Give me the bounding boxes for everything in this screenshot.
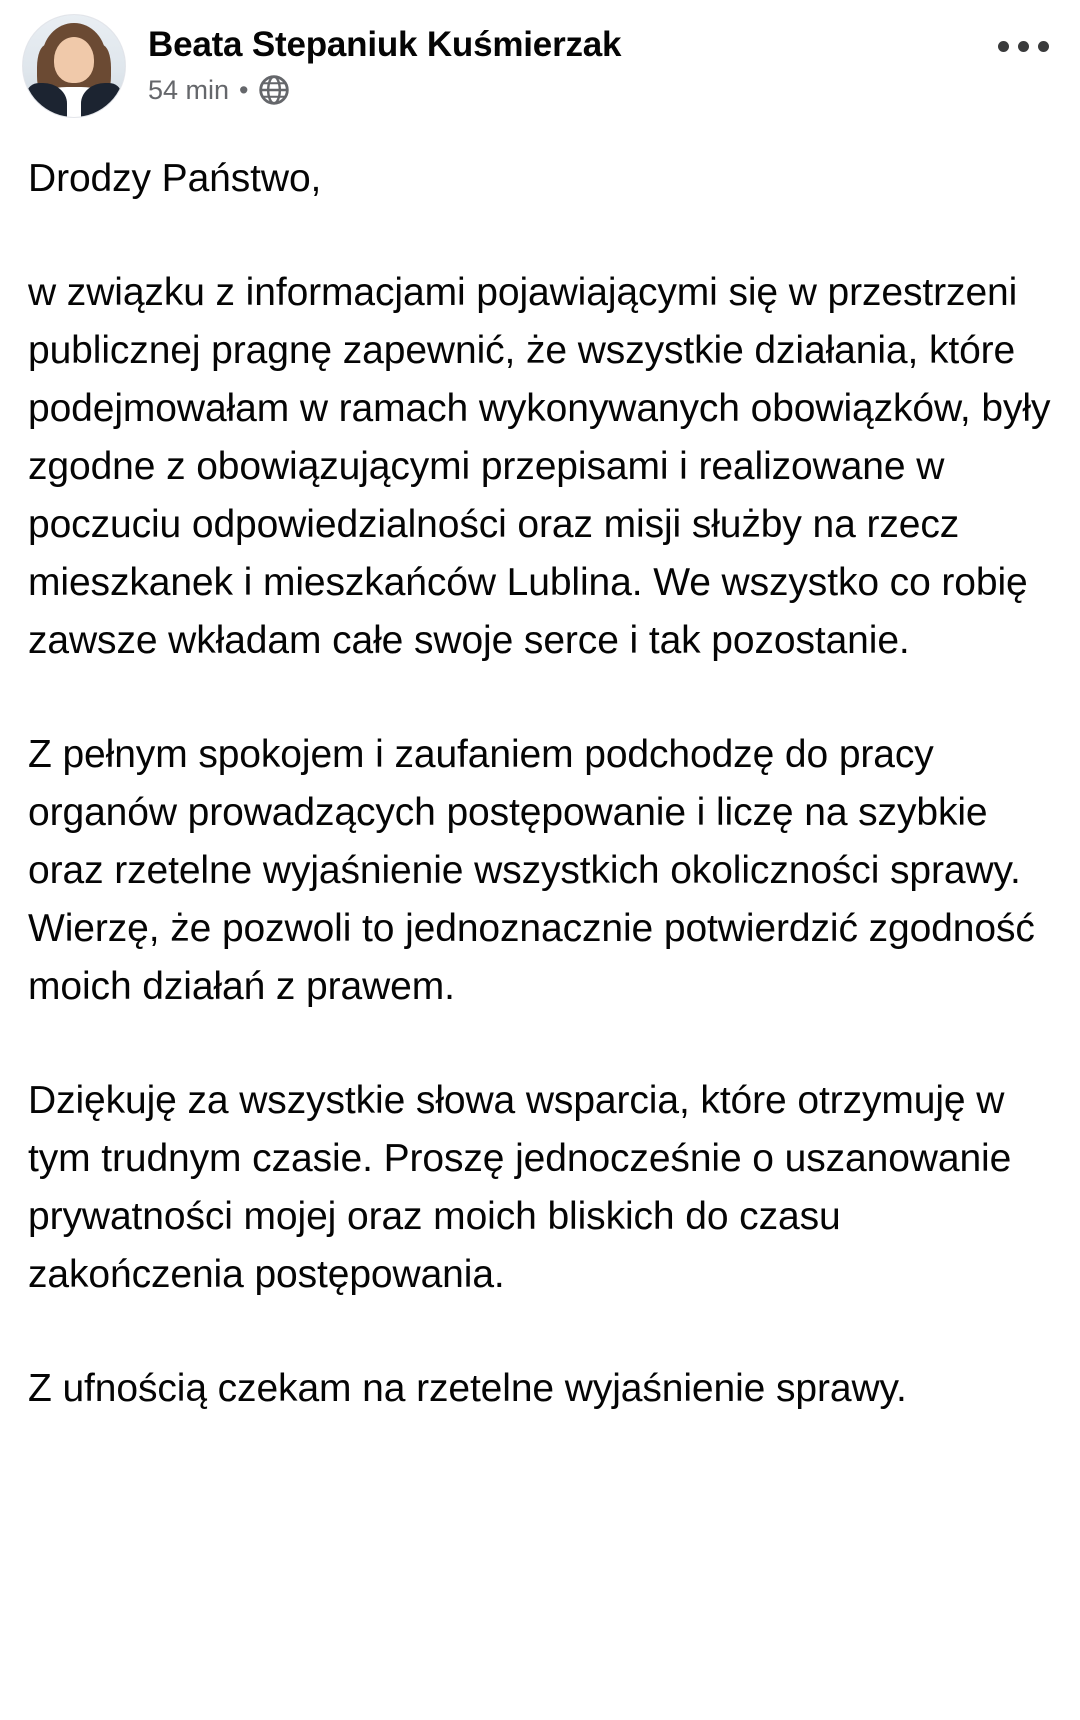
post-paragraph: Z pełnym spokojem i zaufaniem podchodzę do pracy organów prowadzących postępowanie i liczę na szybkie oraz rzetelne wyjaśnienie wszystkich okoliczności sprawy. Wierzę, że pozwoli to jednoznacznie potwierdzić zgodność moich działań z prawem. <box>28 733 1046 1008</box>
more-dot-2 <box>1018 41 1029 52</box>
post-body <box>0 128 1080 1418</box>
more-dot-3 <box>1038 41 1049 52</box>
post-header <box>0 0 1080 128</box>
post-timestamp[interactable]: 54 min <box>148 75 230 105</box>
more-options-icon[interactable] <box>992 26 1054 66</box>
post-header-text <box>148 14 1054 106</box>
avatar-jacket-right <box>81 83 121 117</box>
post-paragraph: Dziękuję za wszystkie słowa wsparcia, które otrzymuję w tym trudnym czasie. Proszę jednocześnie o uszanowanie prywatności mojej oraz moich bliskich do czasu zakończenia postępowania. <box>28 1079 1022 1296</box>
post-paragraph: w związku z informacjami pojawiającymi się w przestrzeni publicznej pragnę zapewnić, że wszystkie działania, które podejmowałam w ramach wykonywanych obowiązków, były zgodne z obowiązującymi przepisami i realizowane w poczuciu odpowiedzialności oraz misji służby na rzecz mieszkanek i mieszkańców Lublina. We wszystko co robię zawsze wkładam całe swoje serce i tak pozostanie. <box>28 271 1062 662</box>
meta-separator: • <box>239 75 249 105</box>
post-meta <box>148 74 1054 106</box>
avatar[interactable] <box>22 14 126 118</box>
avatar-face <box>54 37 94 83</box>
globe-icon[interactable] <box>259 75 289 105</box>
more-dot-1 <box>998 41 1009 52</box>
post-paragraph: Drodzy Państwo, <box>28 157 322 200</box>
post-paragraph: Z ufnością czekam na rzetelne wyjaśnienie sprawy. <box>28 1367 907 1410</box>
author-name[interactable]: Beata Stepaniuk Kuśmierzak <box>148 25 622 64</box>
